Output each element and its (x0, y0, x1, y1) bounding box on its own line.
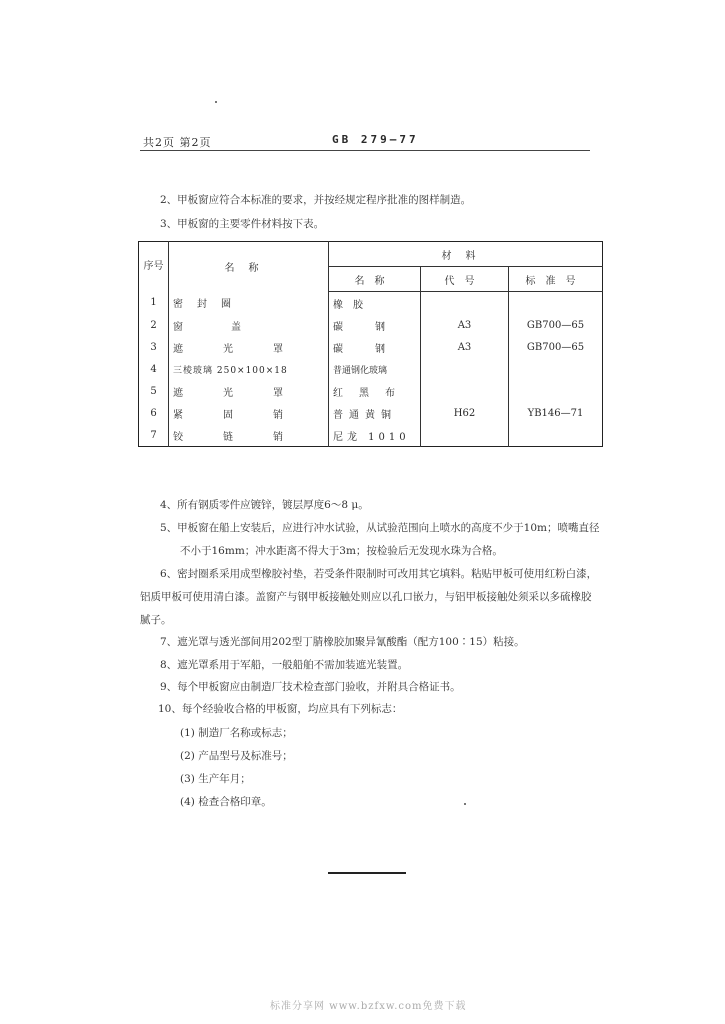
row-material: 红黑布 (329, 380, 421, 402)
marking-item: (1) 制造厂名称或标志； (180, 727, 293, 739)
row-standard (509, 292, 603, 315)
footer-watermark: 标准分享网 www.bzfxw.com免费下载 (270, 1001, 467, 1012)
paragraph-4: 4、所有钢质零件应镀锌，镀层厚度6～8 μ。 (160, 499, 369, 511)
header-material: 材料 (329, 242, 603, 267)
paragraph-8: 8、遮光罩系用于军船，一般船舶不需加装遮光装置。 (160, 659, 409, 671)
row-standard: YB146—71 (509, 402, 603, 424)
header-grade: 代号 (421, 267, 509, 292)
table-header-row (139, 242, 603, 267)
row-no: 1 (150, 297, 157, 309)
row-no: 6 (150, 407, 157, 419)
header-seq: 序号 (143, 260, 164, 272)
row-grade (421, 380, 509, 402)
paragraph-9: 9、每个甲板窗应由制造厂技术检查部门验收，并附具合格证书。 (160, 681, 461, 693)
row-standard: GB700—65 (509, 314, 603, 336)
row-no: 7 (150, 429, 157, 441)
row-standard: GB700—65 (509, 336, 603, 358)
header-standard: 标准号 (509, 267, 603, 292)
table-row (139, 380, 603, 402)
table-row (139, 314, 603, 336)
paragraph-5-line-1: 5、甲板窗在船上安装后，应进行冲水试验，从试验范围向上喷水的高度不少于10m；喷嘴直径 (160, 522, 600, 534)
marking-item: (2) 产品型号及标准号； (180, 750, 293, 762)
row-name: 密封圈 (169, 292, 329, 315)
standard-code: GB 279—77 (332, 133, 419, 146)
row-standard (509, 358, 603, 380)
row-name: 紧固销 (169, 402, 329, 424)
paragraph-2: 2、甲板窗应符合本标准的要求，并按经规定程序批准的图样制造。 (160, 194, 472, 206)
row-no: 2 (150, 319, 157, 331)
row-no: 5 (150, 385, 157, 397)
row-grade: A3 (421, 314, 509, 336)
row-grade (421, 358, 509, 380)
row-material: 碳钢 (329, 336, 421, 358)
table-row (139, 424, 603, 447)
paragraph-10: 10、每个经验收合格的甲板窗，均应具有下列标志： (158, 703, 403, 715)
row-no: 4 (150, 363, 157, 375)
row-material: 橡胶 (329, 292, 421, 315)
row-name: 三棱玻璃 250×100×18 (169, 358, 329, 380)
paragraph-7: 7、遮光罩与透光部间用202型丁腈橡胶加聚异氰酸酯（配方100∶15）粘接。 (160, 636, 525, 648)
paragraph-3: 3、甲板窗的主要零件材料按下表。 (160, 218, 325, 230)
row-material: 普通钢化玻璃 (329, 358, 421, 380)
row-grade (421, 424, 509, 447)
row-material: 尼龙 1010 (329, 424, 421, 447)
row-standard (509, 424, 603, 447)
row-name: 窗盖 (169, 314, 329, 336)
row-name: 遮光罩 (169, 380, 329, 402)
row-name: 铰链销 (169, 424, 329, 447)
paragraph-5-line-2: 不小于16mm；冲水距离不得大于3m；按检验后无发现水珠为合格。 (180, 545, 503, 557)
table-row (139, 292, 603, 315)
row-grade: A3 (421, 336, 509, 358)
row-name: 遮光罩 (169, 336, 329, 358)
table-row (139, 402, 603, 424)
marking-item: (4) 检查合格印章。 (180, 796, 272, 808)
row-material: 普通黄铜 (329, 402, 421, 424)
paragraph-6-line-2: 铝质甲板可使用清白漆。盖窗产与钢甲板接触处则应以孔口嵌力，与铝甲板接触处须采以多硫橡胶 (140, 591, 592, 603)
row-grade: H62 (421, 402, 509, 424)
scan-dot (464, 803, 466, 805)
table-row (139, 358, 603, 380)
paragraph-6-line-1: 6、密封圈系采用成型橡胶衬垫，若受条件限制时可改用其它填料。粘贴甲板可使用红粉白漆， (160, 568, 598, 580)
row-grade (421, 292, 509, 315)
row-no: 3 (150, 341, 157, 353)
materials-table (138, 241, 603, 447)
row-material: 碳钢 (329, 314, 421, 336)
scan-dot (215, 101, 217, 103)
row-standard (509, 380, 603, 402)
marking-item: (3) 生产年月； (180, 773, 251, 785)
header-rule (140, 150, 590, 151)
table-row (139, 336, 603, 358)
header-name: 名称 (169, 242, 329, 292)
page-count: 共2页 第2页 (143, 136, 212, 149)
paragraph-6-line-3: 腻子。 (140, 614, 172, 626)
end-rule (328, 872, 406, 874)
header-material-name: 名称 (329, 267, 421, 292)
